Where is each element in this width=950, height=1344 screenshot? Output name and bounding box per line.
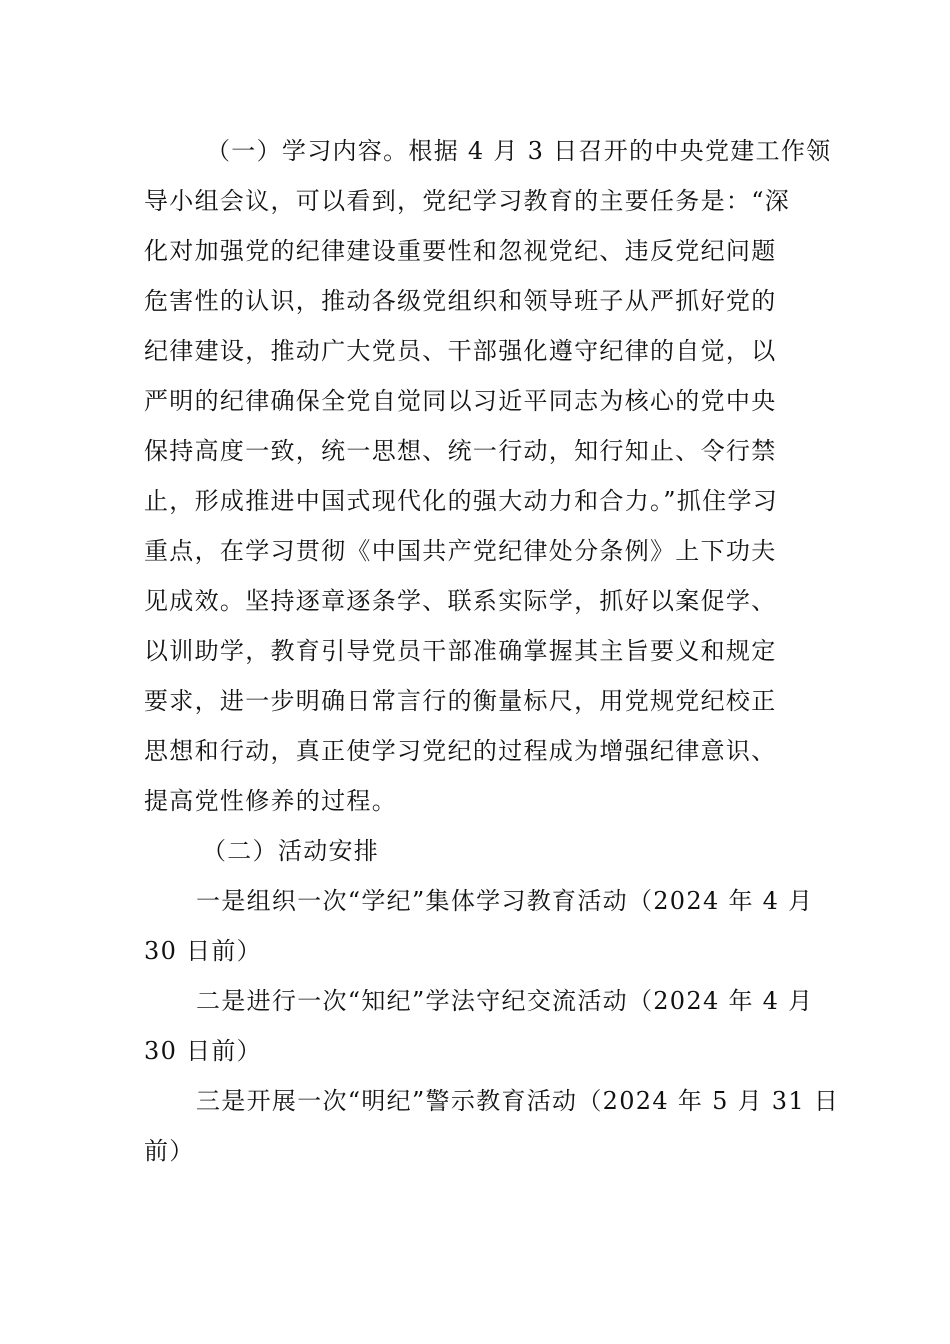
paragraph-line: 一是组织一次“学纪”集体学习教育活动（2024 年 4 月 xyxy=(196,887,814,915)
paragraph-line: 三是开展一次“明纪”警示教育活动（2024 年 5 月 31 日 xyxy=(196,1087,840,1115)
section-heading-activities: （二）活动安排 xyxy=(202,837,380,865)
paragraph-line: （一）学习内容。根据 4 月 3 日召开的中央党建工作领 xyxy=(206,137,832,165)
paragraph-line: 止，形成推进中国式现代化的强大动力和合力。”抓住学习 xyxy=(144,487,779,515)
paragraph-line: 思想和行动，真正使学习党纪的过程成为增强纪律意识、 xyxy=(144,737,777,765)
paragraph-line: 导小组会议，可以看到，党纪学习教育的主要任务是：“深 xyxy=(144,187,791,215)
paragraph-line: 30 日前） xyxy=(144,937,262,965)
paragraph-line: 保持高度一致，统一思想、统一行动，知行知止、令行禁 xyxy=(144,437,777,465)
paragraph-line: 化对加强党的纪律建设重要性和忽视党纪、违反党纪问题 xyxy=(144,237,777,265)
paragraph-line: 危害性的认识，推动各级党组织和领导班子从严抓好党的 xyxy=(144,287,777,315)
paragraph-line: 30 日前） xyxy=(144,1037,262,1065)
document-body xyxy=(144,126,840,1176)
paragraph-line: 二是进行一次“知纪”学法守纪交流活动（2024 年 4 月 xyxy=(196,987,814,1015)
paragraph-line: 以训助学，教育引导党员干部准确掌握其主旨要义和规定 xyxy=(144,637,777,665)
paragraph-line: 重点，在学习贯彻《中国共产党纪律处分条例》上下功夫 xyxy=(144,537,777,565)
paragraph-line: 要求，进一步明确日常言行的衡量标尺，用党规党纪校正 xyxy=(144,687,777,715)
paragraph-line: 前） xyxy=(144,1137,195,1165)
paragraph-line: 严明的纪律确保全党自觉同以习近平同志为核心的党中央 xyxy=(144,387,777,415)
paragraph-line: 见成效。坚持逐章逐条学、联系实际学，抓好以案促学、 xyxy=(144,587,777,615)
activity-item-2 xyxy=(144,976,814,1076)
paragraph-line: 提高党性修养的过程。 xyxy=(144,787,397,815)
paragraph-line: 纪律建设，推动广大党员、干部强化遵守纪律的自觉，以 xyxy=(144,337,777,365)
section-learning-content xyxy=(144,126,832,826)
activity-item-1 xyxy=(144,876,814,976)
activity-item-3 xyxy=(144,1076,840,1176)
